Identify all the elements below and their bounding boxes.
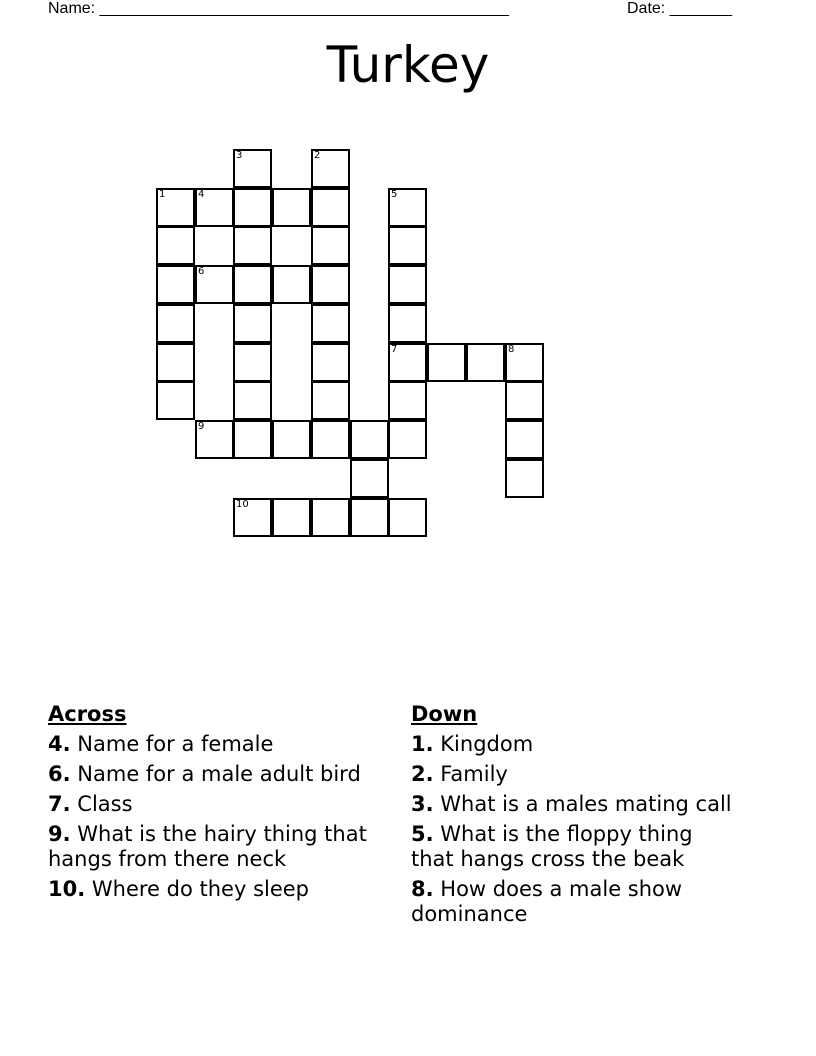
grid-cell[interactable] bbox=[350, 498, 389, 537]
grid-cell[interactable] bbox=[311, 226, 350, 265]
clue-number: 3. bbox=[411, 792, 434, 816]
grid-cell[interactable] bbox=[233, 188, 272, 227]
across-clue bbox=[48, 877, 378, 902]
clue-number: 4. bbox=[48, 732, 71, 756]
grid-cell[interactable] bbox=[156, 343, 195, 382]
clue-number: 8. bbox=[411, 877, 434, 901]
clue-number: 5 bbox=[391, 189, 398, 200]
grid-cell[interactable] bbox=[156, 265, 195, 304]
clue-number: 9. bbox=[48, 822, 71, 846]
grid-cell[interactable] bbox=[156, 304, 195, 343]
grid-cell[interactable] bbox=[233, 265, 272, 304]
clue-number: 5. bbox=[411, 822, 434, 846]
clue-text: Kingdom bbox=[440, 732, 534, 756]
grid-cell[interactable] bbox=[350, 420, 389, 459]
grid-cell[interactable] bbox=[388, 498, 427, 537]
grid-cell[interactable] bbox=[505, 381, 544, 420]
clue-number: 1. bbox=[411, 732, 434, 756]
grid-cell[interactable] bbox=[233, 381, 272, 420]
puzzle-title: Turkey bbox=[326, 36, 490, 94]
clue-number: 3 bbox=[236, 150, 243, 161]
grid-cell[interactable] bbox=[156, 381, 195, 420]
down-clue bbox=[411, 877, 741, 927]
grid-cell[interactable] bbox=[388, 226, 427, 265]
clue-text: Class bbox=[77, 792, 133, 816]
grid-cell[interactable] bbox=[466, 343, 505, 382]
grid-cell[interactable] bbox=[311, 188, 350, 227]
grid-cell[interactable] bbox=[311, 265, 350, 304]
across-clue bbox=[48, 762, 378, 787]
grid-cell[interactable] bbox=[311, 304, 350, 343]
across-clue bbox=[48, 732, 378, 757]
down-clue bbox=[411, 822, 741, 872]
clue-text: Where do they sleep bbox=[91, 877, 310, 901]
clue-number: 1 bbox=[159, 189, 166, 200]
across-clue bbox=[48, 822, 378, 872]
grid-cell[interactable] bbox=[272, 265, 311, 304]
clue-text: Name for a female bbox=[77, 732, 274, 756]
grid-cell[interactable] bbox=[311, 343, 350, 382]
grid-cell[interactable] bbox=[388, 265, 427, 304]
clue-number: 4 bbox=[198, 189, 205, 200]
grid-cell[interactable] bbox=[233, 226, 272, 265]
grid-cell[interactable] bbox=[311, 381, 350, 420]
grid-cell[interactable] bbox=[350, 459, 389, 498]
grid-cell[interactable] bbox=[156, 226, 195, 265]
grid-cell[interactable] bbox=[233, 304, 272, 343]
clue-number: 9 bbox=[198, 421, 205, 432]
clue-number: 10. bbox=[48, 877, 86, 901]
clue-text: What is the floppy thing that hangs cross the beak bbox=[411, 822, 693, 871]
grid-cell[interactable] bbox=[427, 343, 466, 382]
clue-text: What is the hairy thing that hangs from there neck bbox=[48, 822, 367, 871]
clue-text: Family bbox=[440, 762, 508, 786]
grid-cell[interactable] bbox=[233, 420, 272, 459]
down-clue bbox=[411, 792, 741, 817]
grid-cell[interactable] bbox=[505, 420, 544, 459]
clue-text: Name for a male adult bird bbox=[77, 762, 361, 786]
clue-number: 6 bbox=[198, 266, 205, 277]
grid-cell[interactable] bbox=[388, 420, 427, 459]
name-field-line[interactable]: Name: ______________________________________________ bbox=[48, 0, 509, 17]
down-heading: Down bbox=[411, 702, 478, 726]
across-heading: Across bbox=[48, 702, 127, 726]
grid-cell[interactable] bbox=[233, 343, 272, 382]
across-clues bbox=[48, 702, 378, 907]
down-clue bbox=[411, 762, 741, 787]
grid-cell[interactable] bbox=[311, 498, 350, 537]
across-clue bbox=[48, 792, 378, 817]
grid-cell[interactable] bbox=[311, 420, 350, 459]
clue-text: How does a male show dominance bbox=[411, 877, 683, 926]
clue-number: 2 bbox=[314, 150, 321, 161]
down-clue bbox=[411, 732, 741, 757]
clue-number: 10 bbox=[236, 499, 249, 510]
grid-cell[interactable] bbox=[272, 420, 311, 459]
clue-number: 7. bbox=[48, 792, 71, 816]
date-field-line[interactable]: Date: _______ bbox=[627, 0, 732, 17]
grid-cell[interactable] bbox=[388, 304, 427, 343]
grid-cell[interactable] bbox=[388, 381, 427, 420]
down-clues bbox=[411, 702, 741, 932]
clue-number: 2. bbox=[411, 762, 434, 786]
grid-cell[interactable] bbox=[272, 188, 311, 227]
clue-number: 8 bbox=[508, 344, 515, 355]
grid-cell[interactable] bbox=[272, 498, 311, 537]
clue-number: 6. bbox=[48, 762, 71, 786]
grid-cell[interactable] bbox=[505, 459, 544, 498]
clue-number: 7 bbox=[391, 344, 398, 355]
clue-text: What is a males mating call bbox=[440, 792, 732, 816]
